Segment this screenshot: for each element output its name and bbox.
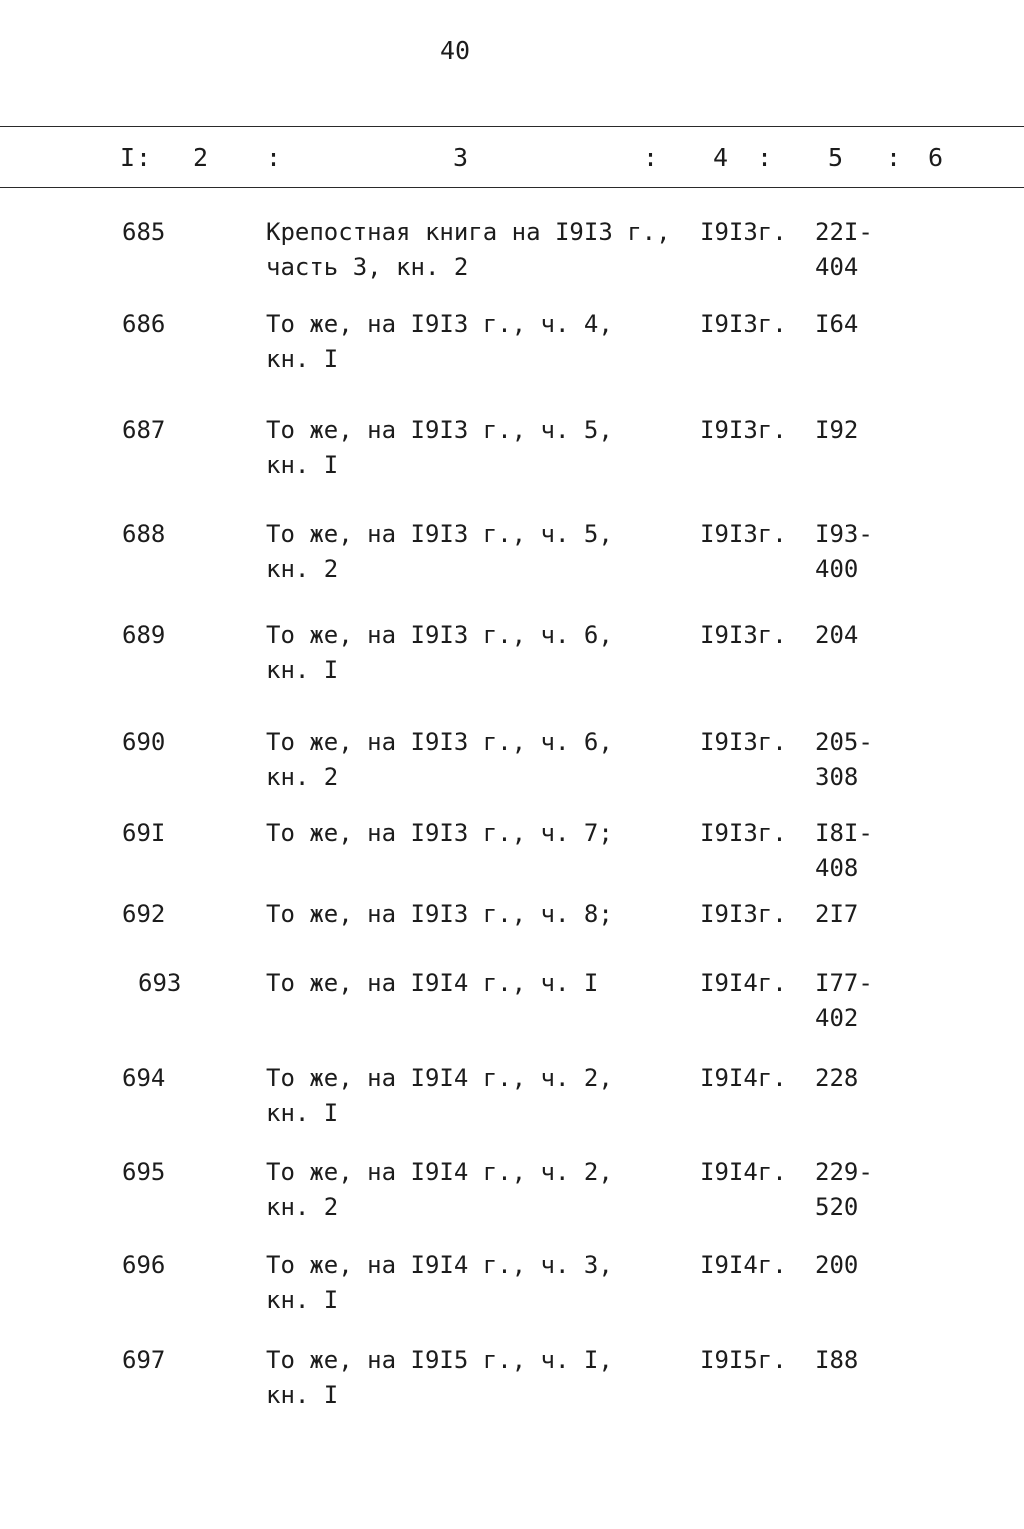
row-pages <box>815 1343 858 1378</box>
row-pages <box>815 618 858 653</box>
table-row <box>0 725 1024 805</box>
header-col5: 5 <box>828 143 844 172</box>
row-number: 69I <box>122 819 166 847</box>
row-pages <box>815 517 873 587</box>
row-title-line: То же, на I9I5 г., ч. I, <box>266 1346 613 1374</box>
row-year: I9I4г. <box>700 1158 787 1186</box>
header-sep: : <box>757 143 773 172</box>
row-title <box>266 215 671 285</box>
row-pages-line: 229- <box>815 1158 873 1186</box>
row-title-line: кн. I <box>266 1286 339 1314</box>
row-pages <box>815 215 873 285</box>
table-row <box>0 816 1024 896</box>
row-year: I9I3г. <box>700 310 787 338</box>
row-title-line: То же, на I9I3 г., ч. 7; <box>266 819 613 847</box>
table-row <box>0 307 1024 387</box>
row-title <box>266 1343 613 1413</box>
row-title-line: То же, на I9I4 г., ч. 3, <box>266 1251 613 1279</box>
row-title <box>266 1061 613 1131</box>
row-pages-line: I93- <box>815 520 873 548</box>
row-title-line: То же, на I9I3 г., ч. 6, <box>266 621 613 649</box>
row-pages <box>815 816 873 886</box>
row-pages <box>815 725 873 795</box>
row-pages-line: 200 <box>815 1251 859 1279</box>
row-number: 692 <box>122 900 166 928</box>
row-number: 696 <box>122 1251 166 1279</box>
row-year: I9I3г. <box>700 416 787 444</box>
table-row <box>0 413 1024 493</box>
row-pages-line: I77- <box>815 969 873 997</box>
table-top-rule <box>0 126 1024 127</box>
row-year: I9I5г. <box>700 1346 787 1374</box>
table-header-rule <box>0 187 1024 188</box>
row-year: I9I4г. <box>700 1064 787 1092</box>
row-title-line: кн. I <box>266 451 339 479</box>
row-title <box>266 816 613 851</box>
row-pages <box>815 897 858 932</box>
table-row <box>0 897 1024 977</box>
table-row <box>0 517 1024 597</box>
row-pages <box>815 413 858 448</box>
row-pages-line: 408 <box>815 854 859 882</box>
row-number: 689 <box>122 621 166 649</box>
row-pages-line: 22I- <box>815 218 873 246</box>
row-number: 694 <box>122 1064 166 1092</box>
row-title-line: часть 3, кн. 2 <box>266 253 469 281</box>
row-number: 686 <box>122 310 166 338</box>
header-sep: : <box>643 143 659 172</box>
row-title-line: То же, на I9I4 г., ч. 2, <box>266 1158 613 1186</box>
row-year: I9I4г. <box>700 1251 787 1279</box>
row-pages-line: 205- <box>815 728 873 756</box>
table-row <box>0 215 1024 295</box>
row-pages-line: 402 <box>815 1004 859 1032</box>
header-col2: 2 <box>193 143 209 172</box>
row-title-line: То же, на I9I3 г., ч. 5, <box>266 416 613 444</box>
row-year: I9I3г. <box>700 900 787 928</box>
header-col6: 6 <box>928 143 944 172</box>
row-pages <box>815 1248 858 1283</box>
row-title-line: кн. 2 <box>266 555 339 583</box>
row-title-line: То же, на I9I3 г., ч. 6, <box>266 728 613 756</box>
row-title <box>266 307 613 377</box>
row-title <box>266 725 613 795</box>
table-row <box>0 618 1024 698</box>
row-title <box>266 517 613 587</box>
row-year: I9I3г. <box>700 819 787 847</box>
row-title <box>266 897 613 932</box>
row-pages-line: I8I- <box>815 819 873 847</box>
row-title <box>266 413 613 483</box>
table-row <box>0 1248 1024 1328</box>
row-year: I9I4г. <box>700 969 787 997</box>
row-pages-line: I88 <box>815 1346 859 1374</box>
row-title-line: Крепостная книга на I9I3 г., <box>266 218 671 246</box>
row-pages <box>815 1155 873 1225</box>
row-pages-line: 400 <box>815 555 859 583</box>
row-number: 693 <box>138 969 182 997</box>
table-row <box>0 966 1024 1046</box>
row-pages-line: I64 <box>815 310 859 338</box>
page-number: 40 <box>439 36 471 65</box>
row-pages <box>815 307 858 342</box>
row-title <box>266 1155 613 1225</box>
row-pages-line: 308 <box>815 763 859 791</box>
header-sep: : <box>886 143 902 172</box>
row-number: 687 <box>122 416 166 444</box>
row-pages-line: I92 <box>815 416 859 444</box>
row-title-line: кн. 2 <box>266 1193 339 1221</box>
row-pages-line: 520 <box>815 1193 859 1221</box>
header-col3: 3 <box>453 143 469 172</box>
row-title-line: То же, на I9I4 г., ч. I <box>266 969 599 997</box>
row-title-line: кн. I <box>266 1099 339 1127</box>
row-pages-line: 204 <box>815 621 859 649</box>
row-title-line: кн. I <box>266 345 339 373</box>
row-year: I9I3г. <box>700 520 787 548</box>
row-year: I9I3г. <box>700 621 787 649</box>
row-number: 695 <box>122 1158 166 1186</box>
table-row <box>0 1343 1024 1423</box>
row-title <box>266 966 598 1001</box>
row-pages <box>815 966 873 1036</box>
header-col1: I <box>120 143 136 172</box>
table-row <box>0 1061 1024 1141</box>
row-title-line: То же, на I9I3 г., ч. 4, <box>266 310 613 338</box>
row-title-line: То же, на I9I3 г., ч. 5, <box>266 520 613 548</box>
row-number: 688 <box>122 520 166 548</box>
row-year: I9I3г. <box>700 218 787 246</box>
row-number: 697 <box>122 1346 166 1374</box>
row-pages-line: 228 <box>815 1064 859 1092</box>
row-pages-line: 2I7 <box>815 900 859 928</box>
row-title-line: кн. I <box>266 1381 339 1409</box>
row-title <box>266 618 613 688</box>
row-year: I9I3г. <box>700 728 787 756</box>
row-title-line: То же, на I9I3 г., ч. 8; <box>266 900 613 928</box>
row-title-line: кн. 2 <box>266 763 339 791</box>
row-number: 685 <box>122 218 166 246</box>
row-number: 690 <box>122 728 166 756</box>
row-pages-line: 404 <box>815 253 859 281</box>
row-title-line: То же, на I9I4 г., ч. 2, <box>266 1064 613 1092</box>
row-title <box>266 1248 613 1318</box>
row-title-line: кн. I <box>266 656 339 684</box>
header-col4: 4 <box>713 143 729 172</box>
row-pages <box>815 1061 858 1096</box>
header-sep: : <box>136 143 152 172</box>
table-row <box>0 1155 1024 1235</box>
header-sep: : <box>266 143 282 172</box>
